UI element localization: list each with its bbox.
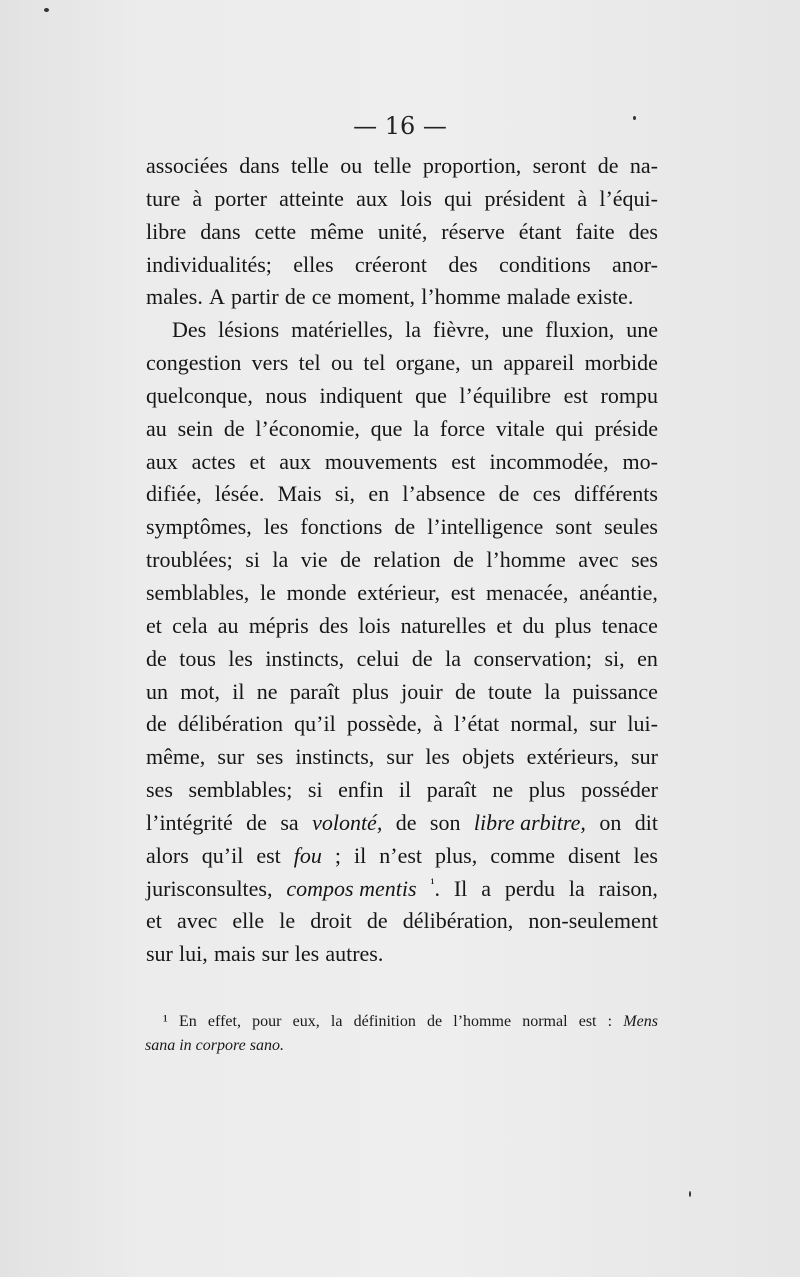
word: au [146,415,167,441]
word: ses [631,547,658,573]
word: qui [444,185,473,211]
word: autres. [325,941,384,967]
word: ses [146,777,173,803]
word: est [450,579,476,605]
word: eux, [292,1013,320,1030]
word: males. [146,284,203,310]
word: compos mentis [286,875,417,901]
word: morbide [584,350,658,376]
body-text [146,150,658,971]
word: l’intégrité [146,809,233,835]
word: A [208,284,225,310]
word: qu’il [294,711,336,737]
word: monde [286,579,347,605]
word: libre arbitre, [473,809,586,835]
word: l’équilibre [459,382,552,408]
word: seront [532,153,587,178]
word: ne [492,777,514,803]
word: faite [575,218,615,244]
word: associées [146,153,228,178]
word: lésions [218,317,280,343]
word: lois [400,185,432,211]
word: enfin [338,777,384,803]
word: fièvre, [432,317,490,343]
word: on [599,809,622,835]
word: et [496,612,513,638]
word: incommodée, [489,448,609,474]
word: En [178,1013,197,1030]
word: mot, [180,678,220,704]
text-line [146,446,658,479]
footnote [145,1010,658,1058]
word: qui [555,415,584,441]
word: de [366,908,388,934]
word: instincts, [265,645,345,671]
word: rompu [600,382,658,408]
word: la [272,547,289,573]
word: anor- [612,251,658,277]
word: fluxion, [545,317,615,343]
word: indiquent [319,382,403,408]
word: le [260,579,276,605]
word: des [318,612,349,638]
word: vie [300,547,328,573]
text-line [146,216,658,249]
word: est [578,1013,597,1030]
word: telle [290,153,329,178]
word: a [481,875,491,901]
word: porter [214,185,267,211]
word: du [522,612,545,638]
word: unité, [377,218,428,244]
word: de [146,645,167,671]
word: : [607,1013,613,1030]
text-line [146,314,658,347]
word: de [246,809,267,835]
word: les [294,941,320,967]
word: des [628,218,658,244]
word: sur [631,744,658,770]
word: objets [461,744,515,770]
word: il [232,678,245,704]
word: tenace [601,612,658,638]
text-line [146,840,658,873]
text-line [146,150,658,183]
word: que [415,382,447,408]
word: sont [555,514,593,540]
word: plus [528,777,566,803]
word: président [484,185,566,211]
word: fou [293,842,322,868]
word: ce [311,284,332,310]
word: plus [352,678,389,704]
word: troublées; [146,547,233,573]
word: sa [280,809,299,835]
word: un [471,350,494,376]
word: normal [522,1013,568,1030]
text-line [146,676,658,709]
text-line [146,511,658,544]
word: sur [217,744,245,770]
word: mais [213,941,256,967]
word: la [413,415,430,441]
text-line [146,183,658,216]
word: au [217,612,239,638]
word: posséder [580,777,658,803]
word: aux [146,448,178,474]
word: l’intelligence [427,514,544,540]
word: les [425,744,450,770]
word: avec [176,908,218,934]
word: sur [146,941,173,967]
word: lésée. [214,481,265,507]
word: si [307,777,323,803]
word: en [637,645,658,671]
word: si, [334,481,356,507]
word: puissance [572,678,658,704]
word: son [429,809,461,835]
word: de [284,284,306,310]
word: est [256,842,281,868]
word: malade [506,284,571,310]
footnote-line [145,1034,658,1058]
word: si [245,547,260,573]
word: définition [353,1013,416,1030]
word: l’économie, [255,415,360,441]
word: droit [310,908,352,934]
word: l’homme [453,1013,512,1030]
word: différents [574,481,658,507]
word: ses [256,744,284,770]
word: organe, [395,350,461,376]
word: et [146,612,162,638]
word: la [330,1013,343,1030]
word: mouvements [324,448,438,474]
word: de [454,678,476,704]
text-line [146,905,658,938]
word: proportion, [422,153,522,178]
word: plus [554,612,592,638]
word: tel [298,350,321,376]
text-line [146,643,658,676]
footnote-line [163,1010,658,1034]
word: instincts, [295,744,375,770]
text-line [146,577,658,610]
word: quelconque, [146,382,253,408]
word: de [340,547,361,573]
word: de [597,153,619,178]
word: volonté, [312,809,383,835]
text-line [146,478,658,511]
word: dans [200,218,241,244]
word: à [577,185,588,211]
word: sur [589,711,617,737]
word: existe. [576,284,634,310]
word: tel [363,350,386,376]
word: ; [334,842,342,868]
word: l’homme [486,547,566,573]
word: aux [356,185,388,211]
word: telle [373,153,412,178]
word: dans [239,153,280,178]
word: une [626,317,658,343]
word: paraît [289,678,340,704]
text-line [146,544,658,577]
word: elles [293,251,334,277]
word: l’absence [402,481,486,507]
word: il [354,842,367,868]
word: cela [172,612,208,638]
word: effet, [207,1013,241,1030]
word: il [398,777,412,803]
word: à [192,185,203,211]
word: avec [578,547,619,573]
word: elle [232,908,265,934]
word: de [395,809,417,835]
word: la [445,645,461,671]
word: Mens [623,1013,658,1030]
word: de [498,481,520,507]
word: ne [256,678,278,704]
word: la [568,875,585,901]
word: alors [146,842,189,868]
word: toute [487,678,532,704]
word: même [310,218,364,244]
word: l’équi- [599,185,658,211]
word: conditions [498,251,591,277]
word: atteinte [279,185,344,211]
word: Il [453,875,468,901]
word: aux [279,448,312,474]
word: Des [172,317,207,343]
word: une [501,317,534,343]
text-line [146,413,658,446]
word: partir [231,284,279,310]
text-line [146,938,658,971]
word: jurisconsultes, [146,875,273,901]
word: étant [518,218,562,244]
word: possède, [346,711,422,737]
word: le [279,908,296,934]
text-line [146,380,658,413]
word: jouir [401,678,443,704]
text-line [146,873,658,906]
word: créeront [354,251,427,277]
word: un [146,678,168,704]
word: ou [340,153,363,178]
word: tous [179,645,216,671]
word: ces [532,481,561,507]
word: lui, [179,941,208,967]
word: mépris [248,612,309,638]
word: relation [373,547,441,573]
word: la [405,317,421,343]
word: en [368,481,390,507]
word: de [394,514,416,540]
ink-speck [689,1191,691,1197]
word: comme [490,842,555,868]
word: libre [146,218,187,244]
word: les [633,842,658,868]
word: de [453,547,474,573]
word: sur [386,744,414,770]
ink-speck [44,8,49,12]
word: menacée, [485,579,569,605]
word: de [427,1013,443,1030]
word: que [370,415,403,441]
word: vitale [495,415,545,441]
text-line [146,347,658,380]
footnote-marker: ¹ [163,1013,168,1030]
word: réserve [441,218,505,244]
word: semblables, [146,579,250,605]
word: si, [604,645,625,671]
word: non-seulement [528,908,658,934]
word: l’état [454,711,500,737]
text-line [146,741,658,774]
word: dit [634,809,658,835]
word: extérieurs, [526,744,619,770]
word: préside [594,415,658,441]
text-line [146,774,658,807]
word: Mais [277,481,322,507]
word: $^{^1}$. [430,875,440,901]
word: nous [265,382,307,408]
text-line [146,708,658,741]
word: mo- [622,448,658,474]
word: ou [331,350,354,376]
word: seules [604,514,658,540]
word: les [263,514,289,540]
word: à [433,711,443,737]
word: matérielles, [291,317,394,343]
text-line [146,249,658,282]
word: et [146,908,162,934]
text-line [146,807,658,840]
word: de [146,711,167,737]
word: des [448,251,478,277]
word: sana in corpore sano. [145,1037,284,1054]
word: la [544,678,561,704]
word: naturelles [400,612,487,638]
word: est [563,382,589,408]
word: ture [146,185,181,211]
word: anéantie, [579,579,658,605]
word: disent [567,842,621,868]
word: congestion [146,350,242,376]
word: lois [358,612,391,638]
word: pour [252,1013,282,1030]
word: plus, [435,842,478,868]
word: moment, [337,284,416,310]
word: celui [356,645,400,671]
word: lui- [627,711,658,737]
word: raison, [598,875,658,901]
word: conservation; [473,645,592,671]
word: individualités; [146,251,272,277]
word: de [223,415,245,441]
word: perdu [504,875,555,901]
word: qu’il [201,842,244,868]
word: de [411,645,433,671]
word: symptômes, [146,514,252,540]
word: appareil [503,350,575,376]
text-line [146,281,658,314]
word: et [249,448,266,474]
word: na- [629,153,658,178]
word: l’homme [421,284,501,310]
word: extérieur, [357,579,441,605]
word: force [439,415,486,441]
word: même, [146,744,206,770]
text-line [146,610,658,643]
page-number: — 16 — [353,112,447,140]
word: sein [177,415,214,441]
word: paraît [426,777,477,803]
word: cette [254,218,297,244]
word: délibération, [402,908,514,934]
word: actes [191,448,236,474]
word: fonctions [300,514,383,540]
word: sur [261,941,289,967]
word: vers [251,350,289,376]
word: semblables; [188,777,293,803]
word: est [451,448,476,474]
word: difiée, [146,481,202,507]
word: délibération [177,711,283,737]
word: normal, [510,711,579,737]
word: n’est [379,842,423,868]
word: les [228,645,253,671]
